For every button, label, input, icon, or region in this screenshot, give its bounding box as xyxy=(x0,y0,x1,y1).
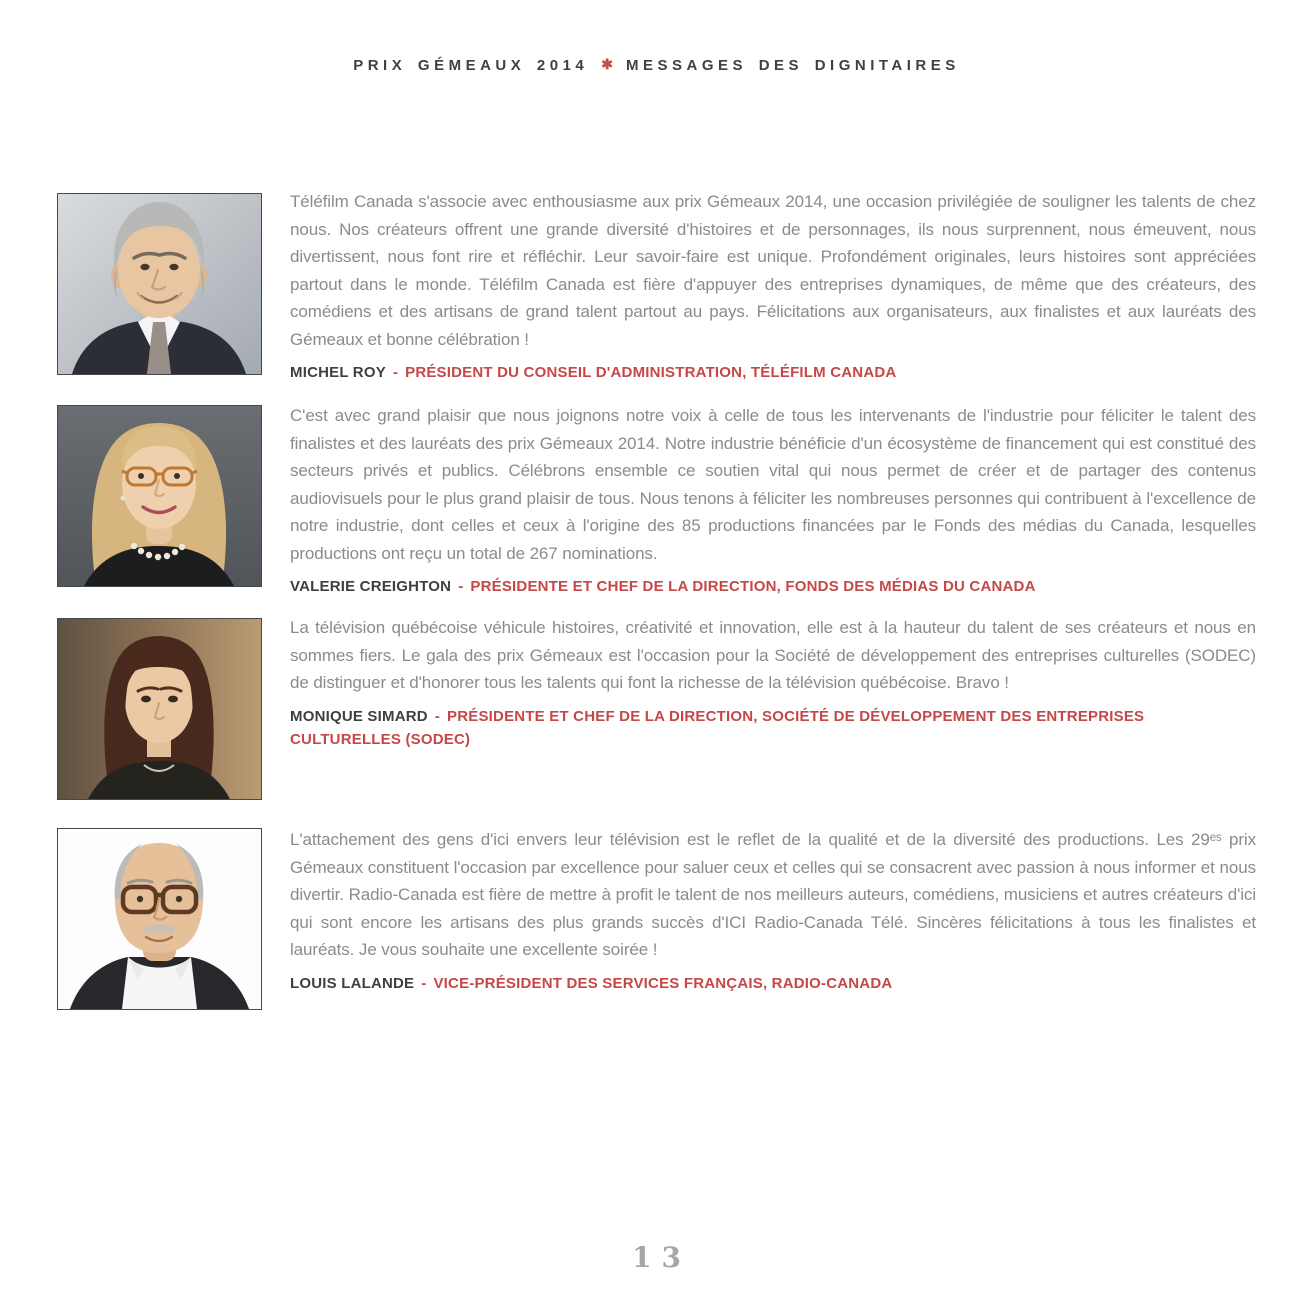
message-paragraph: La télévision québécoise véhicule histoires, créativité et innovation, elle est à la hauteur du talent de ses créateurs et nous en sommes fiers. Le gala des prix Gémeaux est l'occasion pour la Société de développement des entreprises culturelles (SODEC) de distinguer et d'honorer tous les talents qui font la richesse de la télévision québécoise. Bravo ! xyxy=(290,618,1256,692)
message-byline xyxy=(290,575,1256,598)
byline-separator: - xyxy=(458,578,464,595)
message-byline xyxy=(290,972,1256,995)
monique-simard-portrait-illustration xyxy=(58,619,261,799)
header-left-label: PRIX GÉMEAUX 2014 xyxy=(353,57,589,74)
michel-roy-portrait-photo xyxy=(57,193,262,375)
louis-lalande-portrait-illustration xyxy=(58,829,261,1009)
dignitary-name: MICHEL ROY xyxy=(290,364,386,381)
page-header xyxy=(0,57,1313,74)
dignitary-title: VICE-PRÉSIDENT DES SERVICES FRANÇAIS, RADIO-CANADA xyxy=(433,974,893,992)
header-right-label: MESSAGES DES DIGNITAIRES xyxy=(626,57,960,74)
dignitary-title: PRÉSIDENT DU CONSEIL D'ADMINISTRATION, TÉLÉFILM CANADA xyxy=(405,364,897,381)
dignitary-title: PRÉSIDENTE ET CHEF DE LA DIRECTION, SOCIÉTÉ DE DÉVELOPPEMENT DES ENTREPRISES CULTURELLES (SODEC) xyxy=(290,707,1145,748)
message-paragraph: C'est avec grand plaisir que nous joignons notre voix à celle de tous les intervenants de l'industrie pour féliciter le talent des finalistes et des lauréats des prix Gémeaux 2014. Notre industrie bénéficie d'un écosystème de financement qui est constitué des secteurs privés et publics. Célébrons ensemble ce soutien vital qui nous permet de créer et de partager des contenus audiovisuels pour le plus grand plaisir de tous. Nous tenons à féliciter les nombreuses personnes qui contribuent à l'excellence de notre industrie, dont celles et ceux à l'origine des 85 productions financées par le Fonds des médias du Canada, lesquelles productions ont reçu un total de 267 nominations. xyxy=(290,406,1256,563)
dignitary-name: LOUIS LALANDE xyxy=(290,974,415,992)
monique-simard-portrait-photo xyxy=(57,618,262,800)
dignitary-title: PRÉSIDENTE ET CHEF DE LA DIRECTION, FONDS DES MÉDIAS DU CANADA xyxy=(470,578,1036,595)
byline-separator: - xyxy=(392,364,399,381)
valerie-creighton-portrait-illustration xyxy=(58,406,261,586)
louis-lalande-portrait-photo xyxy=(57,828,262,1010)
page-number: 13 xyxy=(632,1241,691,1274)
red-asterisk-icon: ✱ xyxy=(601,56,614,72)
message-paragraph: L'attachement des gens d'ici envers leur télévision est le reflet de la qualité et de la diversité des productions. Les 29ᵉˢ prix Gémeaux constituent l'occasion par excellence pour saluer ceux et celles qui se consacrent avec passion à nous informer et nous divertir. Radio-Canada est fière de mettre à profit le talent de nos meilleurs auteurs, comédiens, musiciens et autres créateurs d'ici qui sont encore les artisans des plus grands succès d'ICI Radio-Canada Télé. Sincères félicitations à tous les finalistes et lauréats. Je vous souhaite une excellente soirée ! xyxy=(290,830,1256,959)
dignitary-name: VALERIE CREIGHTON xyxy=(290,578,452,595)
message-paragraph: Téléfilm Canada s'associe avec enthousiasme aux prix Gémeaux 2014, une occasion privilégiée de souligner les talents de chez nous. Nos créateurs offrent une grande diversité d'histoires et de personnages, ils nous surprennent, nous émeuvent, nous divertissent, nous font rire et réfléchir. Leur savoir-faire est unique. Profondément originales, leurs histoires sont appréciées partout dans le monde. Téléfilm Canada est fière d'appuyer des entreprises dynamiques, de même que des créateurs, des comédiens et des artisans de grand talent partout au pays. Félicitations aux organisateurs, aux finalistes et aux lauréats des Gémeaux et bonne célébration ! xyxy=(290,192,1256,349)
message-byline xyxy=(290,361,1256,384)
message-byline xyxy=(290,705,1256,751)
byline-separator: - xyxy=(434,707,441,725)
dignitary-name: MONIQUE SIMARD xyxy=(290,707,428,725)
michel-roy-portrait-illustration xyxy=(58,194,261,374)
byline-separator: - xyxy=(421,974,427,992)
valerie-creighton-portrait-photo xyxy=(57,405,262,587)
